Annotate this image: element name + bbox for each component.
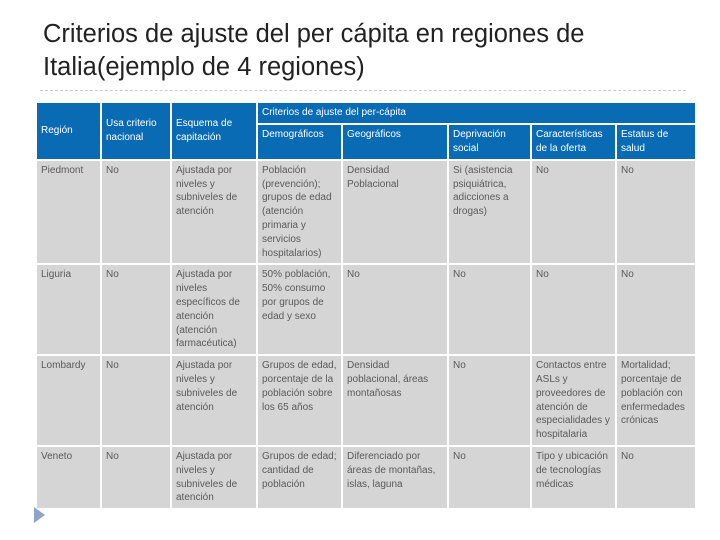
table-row — [36, 355, 696, 446]
cell-region: Veneto — [36, 446, 101, 509]
cell-capitation-scheme: Ajustada por niveles específicos de atención (atención farmacéutica) — [171, 264, 257, 355]
header-national-criteria: Usa criterio nacional — [101, 102, 171, 160]
bullet-arrow-icon — [34, 507, 45, 523]
cell-health-status: No — [616, 446, 696, 509]
cell-demographic: Grupos de edad, porcentaje de la población sobre los 65 años — [257, 355, 342, 446]
criteria-table — [35, 101, 697, 510]
table-row — [36, 264, 696, 355]
header-health-status: Estatus de salud — [616, 124, 696, 160]
cell-national-criteria: No — [101, 264, 171, 355]
table-row — [36, 160, 696, 265]
cell-health-status: No — [616, 264, 696, 355]
cell-social-deprivation: No — [448, 264, 531, 355]
cell-geographic: No — [342, 264, 448, 355]
cell-social-deprivation: Si (asistencia psiquiátrica, adicciones a drogas) — [448, 160, 531, 265]
cell-demographic: Grupos de edad; cantidad de población — [257, 446, 342, 509]
cell-social-deprivation: No — [448, 355, 531, 446]
cell-capitation-scheme: Ajustada por niveles y subniveles de atención — [171, 355, 257, 446]
cell-region: Liguria — [36, 264, 101, 355]
cell-geographic: Diferenciado por áreas de montañas, islas, laguna — [342, 446, 448, 509]
header-region: Región — [36, 102, 101, 160]
slide-title: Criterios de ajuste del per cápita en regiones de Italia(ejemplo de 4 regiones) — [43, 20, 585, 81]
cell-health-status: Mortalidad; porcentaje de población con enfermedades crónicas — [616, 355, 696, 446]
cell-national-criteria: No — [101, 446, 171, 509]
title-divider — [40, 90, 686, 91]
header-capitation-scheme: Esquema de capitación — [171, 102, 257, 160]
cell-national-criteria: No — [101, 355, 171, 446]
header-supply-characteristics: Características de la oferta — [531, 124, 616, 160]
header-geographic: Geográficos — [342, 124, 448, 160]
header-group-criteria: Criterios de ajuste del per-cápita — [257, 102, 696, 124]
header-social-deprivation: Deprivación social — [448, 124, 531, 160]
cell-geographic: Densidad poblacional, áreas montañosas — [342, 355, 448, 446]
cell-health-status: No — [616, 160, 696, 265]
cell-demographic: Población (prevención); grupos de edad (atención primaria y servicios hospitalarios) — [257, 160, 342, 265]
cell-social-deprivation: No — [448, 446, 531, 509]
cell-region: Piedmont — [36, 160, 101, 265]
cell-supply-characteristics: Tipo y ubicación de tecnologías médicas — [531, 446, 616, 509]
cell-capitation-scheme: Ajustada por niveles y subniveles de atención — [171, 160, 257, 265]
cell-supply-characteristics: No — [531, 264, 616, 355]
cell-supply-characteristics: Contactos entre ASLs y proveedores de atención de especialidades y hospitalaria — [531, 355, 616, 446]
cell-geographic: Densidad Poblacional — [342, 160, 448, 265]
cell-demographic: 50% población, 50% consumo por grupos de edad y sexo — [257, 264, 342, 355]
cell-region: Lombardy — [36, 355, 101, 446]
cell-national-criteria: No — [101, 160, 171, 265]
cell-capitation-scheme: Ajustada por niveles y subniveles de atención — [171, 446, 257, 509]
header-demographic: Demográficos — [257, 124, 342, 160]
table-row — [36, 446, 696, 509]
cell-supply-characteristics: No — [531, 160, 616, 265]
